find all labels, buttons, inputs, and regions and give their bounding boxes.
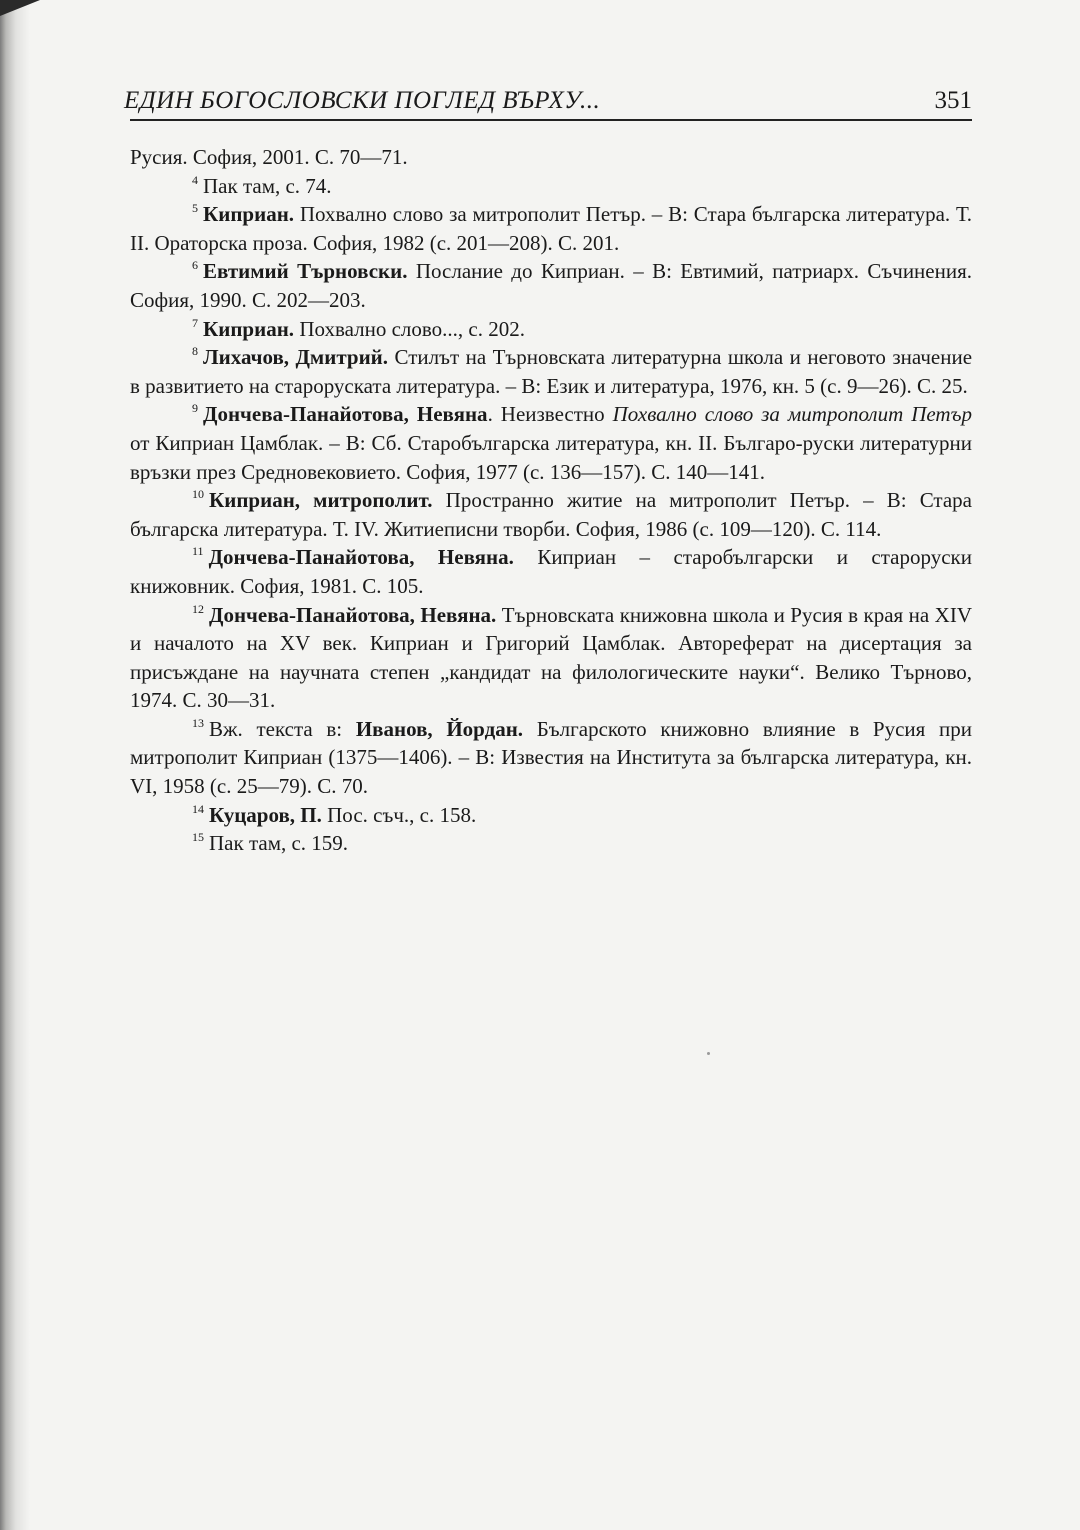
binding-shadow xyxy=(0,0,30,1530)
note-number: 12 xyxy=(192,601,204,616)
note-text: Търновската книжовна школа и Русия в края на XIV и началото на XV век. Киприан и Григорий Цамблак. Автореферат на дисертация за присъждане на научната степен „кандидат на филологическите науки“. Велико Търново, 1974. С. 30—31. xyxy=(130,602,973,713)
note-text: Стилът на Търновската литературна школа и неговото значение в развитието на староруската литература. – В: Език и литература, 1976, кн. 5 (с. 9—26). С. 25. xyxy=(130,345,973,398)
endnote-13 xyxy=(130,715,972,801)
note-number: 6 xyxy=(192,258,198,273)
note-author: Евтимий Търновски. xyxy=(203,259,408,284)
endnote-continuation xyxy=(130,143,972,172)
note-author: Киприан, митрополит. xyxy=(209,488,433,513)
endnote-10 xyxy=(130,486,972,543)
note-text: Похвално слово за митрополит Петър. – В: Стара българска литература. Т. II. Ораторска проза. София, 1982 (с. 201—208). С. 201. xyxy=(130,202,972,255)
note-number: 11 xyxy=(192,544,204,559)
note-italic-title: Похвално слово за митрополит Петър xyxy=(612,402,972,427)
note-text: Пак там, с. 159. xyxy=(209,831,349,856)
note-author: Лихачов, Дмитрий. xyxy=(203,345,389,370)
note-text: Киприан – старобългарски и староруски книжовник. София, 1981. С. 105. xyxy=(130,545,972,598)
endnote-8 xyxy=(130,343,972,400)
note-text: Българското книжовно влияние в Русия при митрополит Киприан (1375—1406). – В: Известия на Института за българска литература, кн. VI, 1958 (с. 25—79). С. 70. xyxy=(130,716,972,799)
note-text: Похвално слово..., с. 202. xyxy=(294,316,525,341)
endnote-5 xyxy=(130,200,972,257)
endnote-7 xyxy=(130,315,972,344)
endnote-9 xyxy=(130,400,972,486)
note-text: Пространно житие на митрополит Петър. – В: Стара българска литература. Т. IV. Житиеписни творби. София, 1986 (с. 109—120). С. 114. xyxy=(130,488,972,541)
note-author: Куцаров, П. xyxy=(209,802,322,827)
endnote-12 xyxy=(130,601,972,715)
note-number: 15 xyxy=(192,830,204,845)
endnote-15 xyxy=(130,829,972,858)
running-head-title: ЕДИН БОГОСЛОВСКИ ПОГЛЕД ВЪРХУ... xyxy=(124,87,601,114)
note-number: 4 xyxy=(192,172,198,187)
note-text: Пос. съч., с. 158. xyxy=(321,802,477,827)
note-number: 10 xyxy=(192,487,204,502)
note-text: Пак там, с. 74. xyxy=(203,173,332,198)
endnote-14 xyxy=(130,801,972,830)
note-text: Послание до Киприан. – В: Евтимий, патриарх. Съчинения. София, 1990. С. 202—203. xyxy=(130,259,973,312)
note-text: . Неизвестно xyxy=(487,402,613,427)
note-number: 13 xyxy=(192,715,204,730)
note-author: Киприан. xyxy=(203,316,295,341)
running-head xyxy=(124,86,972,121)
note-number: 9 xyxy=(192,401,198,416)
note-author: Дончева-Панайотова, Невяна. xyxy=(208,545,514,570)
note-number: 8 xyxy=(192,344,198,359)
note-author: Киприан. xyxy=(203,202,295,227)
book-page xyxy=(124,86,973,858)
note-number: 14 xyxy=(192,801,204,816)
corner-scan-mark xyxy=(0,0,40,16)
note-author: Дончева-Панайотова, Невяна xyxy=(203,402,488,427)
note-author: Иванов, Йордан. xyxy=(355,716,524,741)
endnote-6 xyxy=(130,257,972,314)
note-text: от Киприан Цамблак. – В: Сб. Старобългарска литература, кн. II. Българо-руски литературни връзки през Средновековието. София, 1977 (с. 136—157). С. 140—141. xyxy=(130,430,972,484)
note-author: Дончева-Панайотова, Невяна. xyxy=(209,602,497,627)
endnotes-list xyxy=(130,143,972,858)
endnote-11 xyxy=(130,543,972,600)
note-number: 5 xyxy=(192,201,198,216)
note-text: Русия. София, 2001. С. 70—71. xyxy=(130,145,408,169)
note-prefix: Вж. текста в: xyxy=(209,716,356,741)
paper-speck xyxy=(707,1052,710,1055)
note-number: 7 xyxy=(192,315,198,330)
page-number: 351 xyxy=(934,87,972,114)
endnote-4 xyxy=(130,172,972,201)
